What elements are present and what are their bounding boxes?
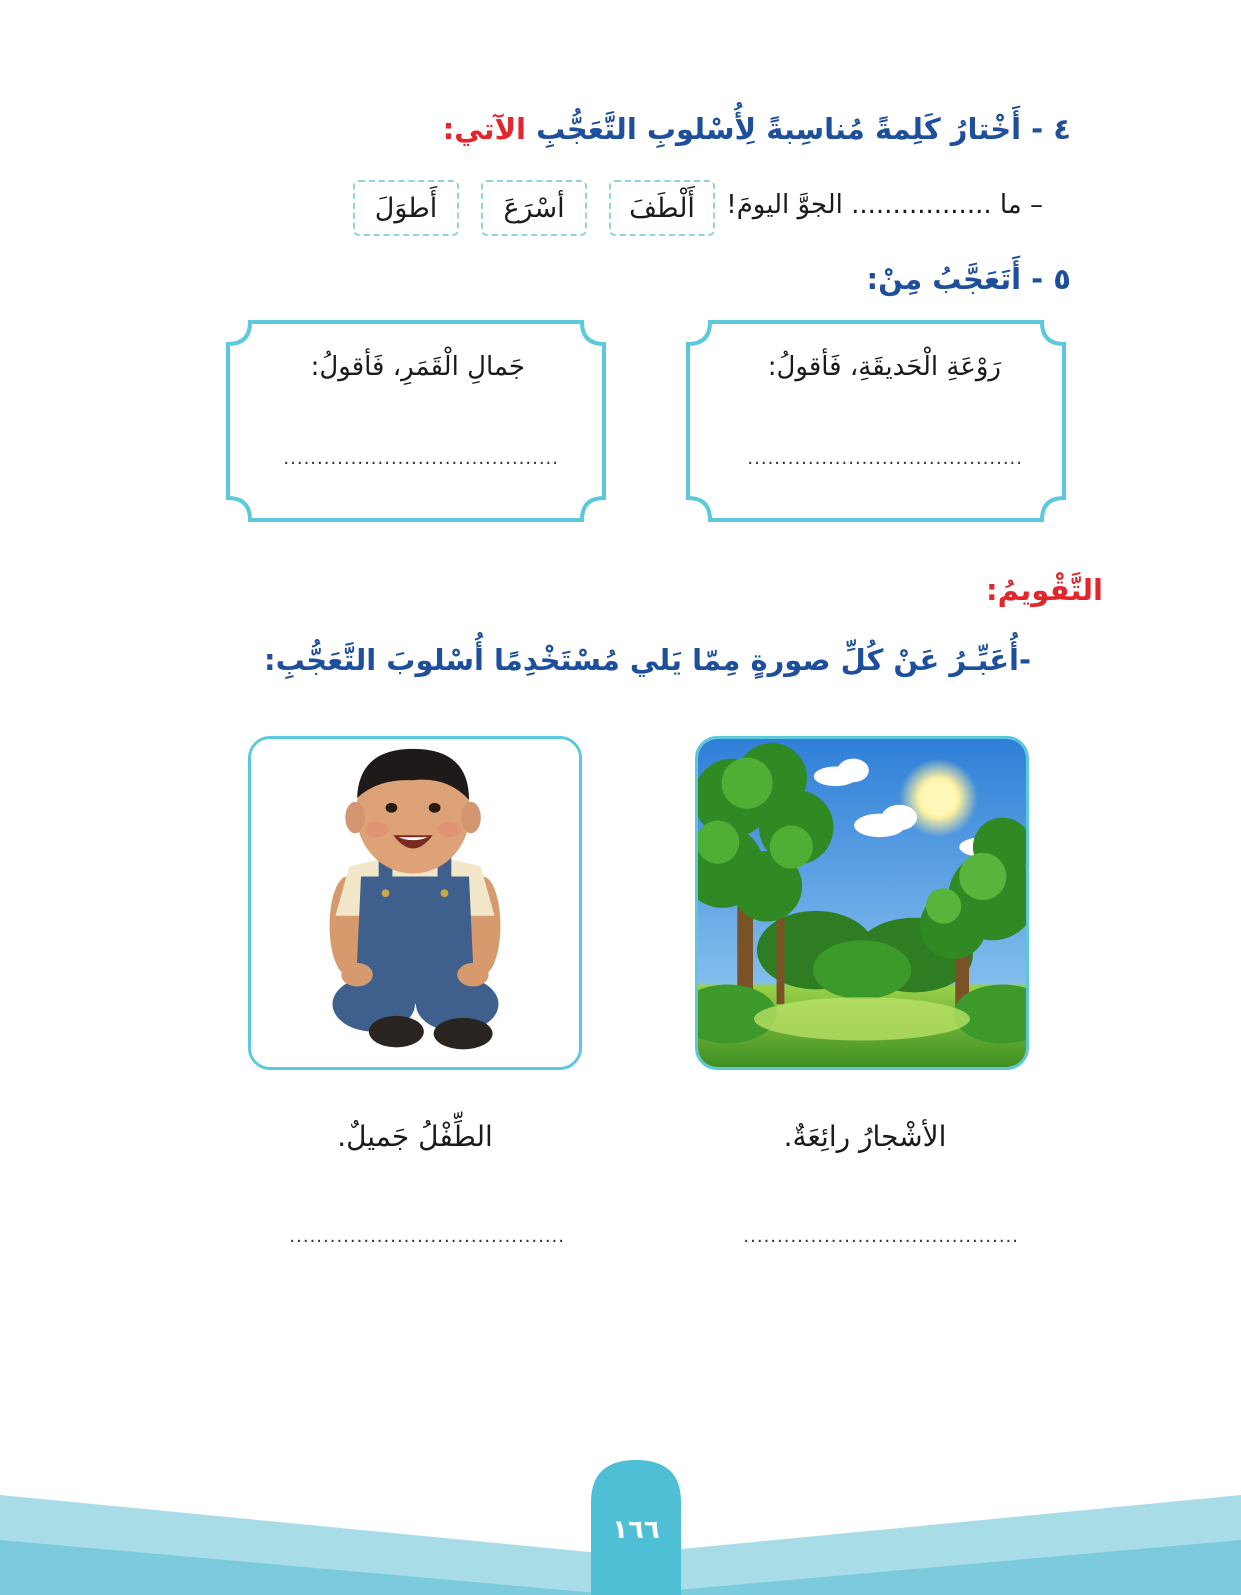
garden-prompt: رَوْعَةِ الْحَديقَةِ، فَأقولُ:	[767, 352, 1001, 382]
moon-answer-line[interactable]: .........................................	[283, 448, 559, 469]
moon-prompt: جَمالِ الْقَمَرِ، فَأقولُ:	[310, 352, 525, 382]
question-4-number: ٤ -	[1031, 112, 1071, 146]
question-4-text-end: الآتي:	[442, 112, 527, 146]
question-5-text: أَتَعَجَّبُ مِنْ:	[866, 262, 1022, 296]
choice-altaf[interactable]: أَلْطَفَ	[609, 180, 715, 236]
evaluation-instruction: -أُعَبِّـرُ عَنْ كُلِّ صورةٍ مِمّا يَلي مُسْتَخْدِمًا أُسْلوبَ التَّعَجُّبِ:	[263, 643, 1031, 677]
choice-atwal[interactable]: أَطوَلَ	[353, 180, 459, 236]
question-4-text: أَخْتارُ كَلِمةً مُناسِبةً لِأُسْلوبِ التَّعَجُّبِ	[536, 112, 1022, 146]
question-5-title	[867, 262, 1072, 296]
baby-caption: الطِّفْلُ جَميلٌ.	[337, 1120, 493, 1153]
forest-image	[695, 736, 1029, 1070]
page-number: ١٦٦	[612, 1515, 660, 1545]
question-4-title	[443, 112, 1071, 146]
choice-asraa[interactable]: أسْرَعَ	[481, 180, 587, 236]
baby-answer-line[interactable]: .........................................	[289, 1226, 565, 1247]
baby-image	[248, 736, 582, 1070]
forest-answer-line[interactable]: .........................................	[743, 1226, 1019, 1247]
answer-frame-moon	[226, 320, 606, 522]
forest-caption: الأشْجارُ رائِعَةٌ.	[783, 1120, 947, 1153]
garden-answer-line[interactable]: .........................................	[747, 448, 1023, 469]
question-4-sentence: – ما ................. الجوَّ اليومَ!	[726, 190, 1043, 220]
question-5-number: ٥ -	[1031, 262, 1071, 296]
evaluation-title: التَّقْويمُ:	[986, 573, 1103, 607]
answer-frame-garden	[686, 320, 1066, 522]
